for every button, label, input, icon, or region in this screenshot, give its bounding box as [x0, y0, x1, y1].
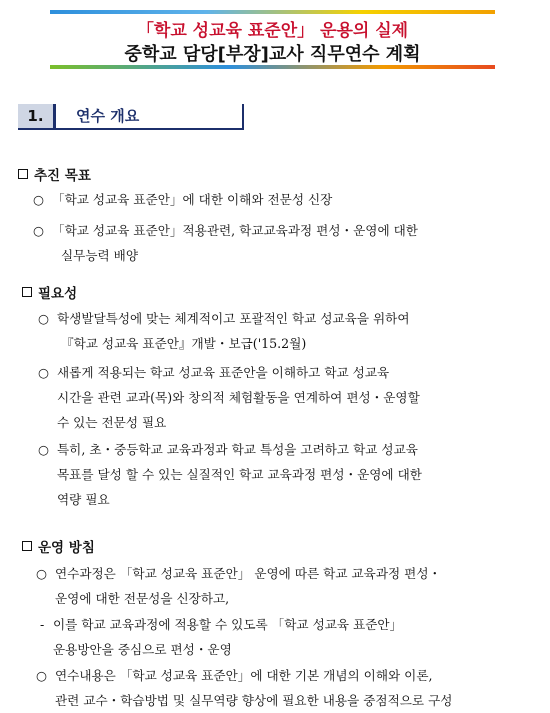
ops-item-1-line2: 운영에 대한 전문성을 신장하고,: [55, 591, 230, 606]
need-item-2-line3: 수 있는 전문성 필요: [57, 415, 167, 430]
ops-item-3-line1: 연수내용은 「학교 성교육 표준안」에 대한 기본 개념의 이해와 이론,: [55, 668, 433, 683]
circle-bullet-icon: ○: [36, 566, 47, 581]
goal-item-2-line2: 실무능력 배양: [61, 248, 138, 263]
heading-need-label: 필요성: [38, 286, 78, 302]
need-item-3-line3: 역량 필요: [57, 492, 110, 507]
need-item-3: [38, 437, 422, 512]
dash-bullet-icon: -: [40, 617, 45, 632]
need-item-3-line1: 특히, 초・중등학교 교육과정과 학교 특성을 고려하고 학교 성교육: [57, 442, 418, 457]
ops-item-1-line1: 연수과정은 「학교 성교육 표준안」 운영에 따른 학교 교육과정 편성・: [55, 566, 442, 581]
checkbox-square-icon: [22, 287, 32, 297]
circle-bullet-icon: ○: [38, 442, 49, 457]
heading-ops-label: 운영 방침: [38, 540, 95, 556]
title-bottom-bar: [50, 65, 495, 69]
section-header: [18, 104, 244, 130]
need-item-1: [38, 306, 410, 356]
circle-bullet-icon: ○: [38, 311, 49, 326]
document-title-line1: 「학교 성교육 표준안」 운용의 실제: [136, 21, 409, 41]
ops-item-3: [36, 663, 453, 713]
heading-need: [22, 282, 77, 302]
section-title: 연수 개요: [76, 107, 140, 125]
ops-item-2: [40, 612, 403, 662]
need-item-1-line1: 학생발달특성에 맞는 체계적이고 포괄적인 학교 성교육을 위하여: [57, 311, 410, 326]
goal-item-1-line1: 「학교 성교육 표준안」에 대한 이해와 전문성 신장: [52, 192, 333, 207]
need-item-2-line2: 시간을 관련 교과(목)와 창의적 체험활동을 연계하여 편성・운영할: [57, 390, 420, 405]
title-top-bar: [50, 10, 495, 14]
circle-bullet-icon: ○: [33, 223, 44, 238]
need-item-2-line1: 새롭게 적용되는 학교 성교육 표준안을 이해하고 학교 성교육: [57, 365, 390, 380]
need-item-3-line2: 목표를 달성 할 수 있는 실질적인 학교 교육과정 편성・운영에 대한: [57, 467, 422, 482]
need-item-2: [38, 360, 420, 435]
goal-item-1: [33, 187, 333, 212]
checkbox-square-icon: [22, 541, 32, 551]
circle-bullet-icon: ○: [36, 668, 47, 683]
section-number: 1.: [18, 104, 56, 128]
circle-bullet-icon: ○: [33, 192, 44, 207]
ops-item-2-line1: 이를 학교 교육과정에 적용할 수 있도록 「학교 성교육 표준안」: [53, 617, 403, 632]
ops-item-2-line2: 운용방안을 중심으로 편성・운영: [53, 642, 232, 657]
need-item-1-line2: 『학교 성교육 표준안』개발・보급('15.2월): [61, 336, 307, 351]
document-title-line2: 중학교 담당[부장]교사 직무연수 계획: [124, 44, 421, 65]
heading-goal-label: 추진 목표: [34, 168, 91, 184]
ops-item-1: [36, 561, 442, 611]
goal-item-2-line1: 「학교 성교육 표준안」적용관련, 학교교육과정 편성・운영에 대한: [52, 223, 418, 238]
title-banner: [50, 10, 495, 70]
heading-goal: [18, 164, 91, 184]
checkbox-square-icon: [18, 169, 28, 179]
heading-ops: [22, 536, 95, 556]
goal-item-2: [33, 218, 418, 268]
circle-bullet-icon: ○: [38, 365, 49, 380]
ops-item-3-line2: 관련 교수・학습방법 및 실무역량 향상에 필요한 내용을 중점적으로 구성: [55, 693, 453, 708]
